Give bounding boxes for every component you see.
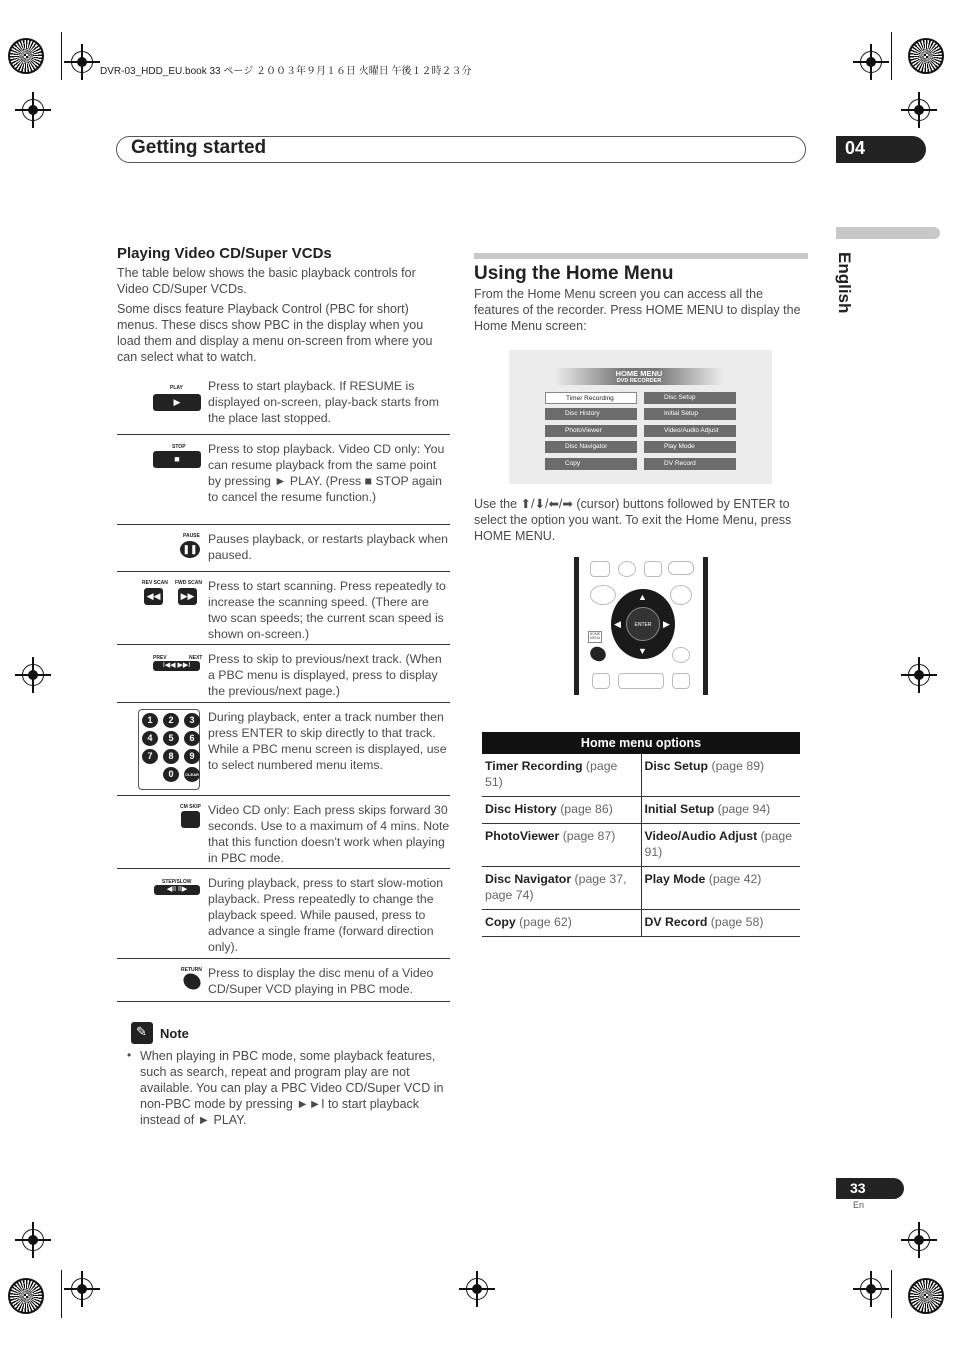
control-text: During playback, press to start slow-motion playback. Press repeatedly to change the playback speed. While paused, press to advance a single frame (forward direction only). <box>208 876 444 954</box>
home-menu-screen-title: HOME MENU <box>615 369 663 378</box>
home-menu-item: Disc Navigator <box>545 441 637 453</box>
crosshair-mark <box>71 51 93 73</box>
table-row <box>482 867 800 910</box>
home-menu-item: Disc Setup <box>644 392 736 404</box>
crosshair-mark <box>71 1278 93 1300</box>
arrow-right-icon: ▶ <box>663 619 670 629</box>
home-menu-item: Copy <box>545 458 637 470</box>
option-name: Play Mode <box>644 872 706 886</box>
section-rule <box>474 253 808 259</box>
crosshair-mark <box>22 99 44 121</box>
crosshair-mark <box>466 1278 488 1300</box>
home-menu-screen-subtitle: DVD RECORDER <box>616 378 662 384</box>
option-page: (page 87) <box>562 829 616 843</box>
home-menu-item: Timer Recording <box>545 392 637 404</box>
language-tab: English <box>835 252 854 314</box>
home-menu-title-bar <box>555 368 723 385</box>
chapter-badge: 04 <box>836 136 926 163</box>
pause-icon: ❚❚ <box>180 541 200 558</box>
table-header: Home menu options <box>482 732 800 754</box>
option-name: Video/Audio Adjust <box>644 829 758 843</box>
table-cell <box>482 824 641 867</box>
table-cell <box>641 910 800 937</box>
step-slow-icon: ◀II II▶ <box>154 885 200 895</box>
home-menu-item: Disc History <box>545 408 637 420</box>
option-name: PhotoViewer <box>485 829 560 843</box>
crosshair-mark <box>908 99 930 121</box>
control-text: Press to skip to previous/next track. (When a PBC menu is displayed, press to display the previous/next page.) <box>208 652 442 698</box>
enter-button: ENTER <box>626 607 660 641</box>
keypad-key: 4 <box>142 731 158 746</box>
option-name: DV Record <box>644 915 708 929</box>
table-cell <box>482 797 641 824</box>
control-row-stop: STOP ■ Press to stop playback. Video CD only: You can resume playback from the same point by pressing ► PLAY. (Press ■ STOP again to cancel the resume function.) <box>117 435 450 525</box>
control-text: Press to stop playback. Video CD only: You can resume playback from the same point by pressing ► PLAY. (Press ■ STOP again to cancel the resume function.) <box>208 442 445 504</box>
crop-mark <box>891 1270 892 1318</box>
crop-mark <box>61 32 62 80</box>
control-text: Press to start playback. If RESUME is displayed on-screen, play-back starts from the place last stopped. <box>208 379 440 425</box>
note-bullet: • <box>127 1048 132 1062</box>
remote-control-illustration <box>574 557 708 695</box>
home-menu-item: DV Record <box>644 458 736 470</box>
keypad-key: 8 <box>163 749 179 764</box>
control-text: Pauses playback, or restarts playback when paused. <box>208 532 448 562</box>
home-menu-options-table <box>482 732 800 937</box>
crop-mark <box>891 32 892 80</box>
keypad-key: 5 <box>163 731 179 746</box>
crosshair-mark <box>22 664 44 686</box>
home-menu-button: HOME MENU <box>588 631 602 643</box>
page-lang: En <box>853 1200 865 1210</box>
keypad-key: 6 <box>184 731 200 746</box>
return-icon <box>180 970 203 993</box>
crosshair-mark <box>908 1229 930 1251</box>
option-page: (page 62) <box>519 915 572 929</box>
table-cell <box>641 754 800 797</box>
table-row <box>482 754 800 797</box>
control-row-scan: REV SCAN FWD SCAN ◀◀ ▶▶ Press to start scanning. Press repeatedly to increase the scanning speed. (There are two scan speeds; the current scan speed is shown on-screen.) <box>117 572 450 645</box>
control-text: Press to display the disc menu of a Video CD/Super VCD playing in PBC mode. <box>208 966 434 996</box>
table-cell <box>482 867 641 910</box>
home-menu-item: Video/Audio Adjust <box>644 425 736 437</box>
note-label: Note <box>160 1026 189 1041</box>
play-icon: ▶ <box>153 394 201 411</box>
home-menu-intro: From the Home Menu screen you can access all the features of the recorder. Press HOME MENU to display the Home Menu screen: <box>474 287 801 333</box>
option-page: (page 37, page 74) <box>485 872 627 902</box>
option-name: Copy <box>485 915 516 929</box>
home-menu-item: Play Mode <box>644 441 736 453</box>
crosshair-mark <box>908 664 930 686</box>
control-text: During playback, enter a track number then press ENTER to skip directly to that track. While a PBC menu screen is displayed, use to select numbered menu items. <box>208 710 447 772</box>
keypad-key: 2 <box>163 713 179 728</box>
control-row-return: RETURN Press to display the disc menu of a Video CD/Super VCD playing in PBC mode. <box>117 959 450 1002</box>
intro-paragraph: The table below shows the basic playback controls for Video CD/Super VCDs. <box>117 266 416 296</box>
registration-star-mark <box>8 38 44 74</box>
control-row-play: PLAY ▶ Press to start playback. If RESUME is displayed on-screen, play-back starts from the place last stopped. <box>117 372 450 435</box>
option-name: Disc Setup <box>644 759 709 773</box>
table-cell <box>482 754 641 797</box>
page-title: Getting started <box>131 137 267 158</box>
option-name: Disc Navigator <box>485 872 572 886</box>
table-row <box>482 824 800 867</box>
table-cell <box>482 910 641 937</box>
arrow-up-icon: ▲ <box>638 592 647 602</box>
crosshair-mark <box>860 51 882 73</box>
crosshair-mark <box>22 1229 44 1251</box>
registration-star-mark <box>8 1278 44 1314</box>
option-name: Disc History <box>485 802 557 816</box>
section-title: Using the Home Menu <box>474 263 674 284</box>
keypad-key: 3 <box>184 713 200 728</box>
arrow-left-icon: ◀ <box>614 619 621 629</box>
keypad-key: 1 <box>142 713 158 728</box>
keypad-key: 7 <box>142 749 158 764</box>
cm-skip-icon <box>181 811 200 828</box>
control-row-pause: PAUSE ❚❚ Pauses playback, or restarts playback when paused. <box>117 525 450 572</box>
note-icon: ✎ <box>131 1022 153 1044</box>
option-page: (page 42) <box>708 872 762 886</box>
table-cell <box>641 824 800 867</box>
option-name: Timer Recording <box>485 759 583 773</box>
home-menu-item: Initial Setup <box>644 408 736 420</box>
cursor-instructions: Use the ⬆/⬇/⬅/➡ (cursor) buttons followed by ENTER to select the option you want. To exit the Home Menu, press HOME MENU. <box>474 497 792 543</box>
option-page: (page 86) <box>560 802 613 816</box>
table-cell <box>641 797 800 824</box>
option-page: (page 51) <box>485 759 618 789</box>
option-page: (page 91) <box>644 829 793 859</box>
crosshair-mark <box>860 1278 882 1300</box>
keypad-key: 0 <box>163 767 179 782</box>
fwd-scan-icon: ▶▶ <box>178 588 197 605</box>
option-page: (page 58) <box>710 915 764 929</box>
registration-star-mark <box>908 38 944 74</box>
control-row-step-slow: STEP/SLOW ◀II II▶ During playback, press to start slow-motion playback. Press repeatedly to change the playback speed. While paused, press to advance a single frame (forward direction only). <box>117 869 450 959</box>
option-page: (page 89) <box>711 759 765 773</box>
page-number: 33 <box>836 1178 904 1199</box>
table-row <box>482 910 800 937</box>
keypad-key: 9 <box>184 749 200 764</box>
keypad-key: CLEAR <box>184 767 200 782</box>
note-text: When playing in PBC mode, some playback features, such as search, repeat and program play are not available. You can play a PBC Video CD/Super VCD in non-PBC mode by pressing ►►I to start playback instead of ► PLAY. <box>140 1049 444 1127</box>
table-row <box>482 797 800 824</box>
control-text: Press to start scanning. Press repeatedly to increase the scanning speed. (There are two scan speeds; the current scan speed is shown on-screen.) <box>208 579 446 641</box>
registration-star-mark <box>908 1278 944 1314</box>
crop-mark <box>61 1270 62 1318</box>
number-keypad <box>138 709 200 790</box>
table-cell <box>641 867 800 910</box>
prev-next-icon: I◀◀ ▶▶I <box>153 661 200 671</box>
section-title: Playing Video CD/Super VCDs <box>117 245 332 262</box>
print-header: DVR-03_HDD_EU.book 33 ページ ２００３年９月１６日 火曜日 午後１２時２３分 <box>100 66 472 77</box>
home-menu-item: PhotoViewer <box>545 425 637 437</box>
stop-icon: ■ <box>153 451 201 468</box>
language-tab-bar <box>836 227 940 239</box>
control-row-numbers <box>117 703 450 796</box>
arrow-down-icon: ▼ <box>638 646 647 656</box>
control-text: Video CD only: Each press skips forward 30 seconds. Use to a maximum of 4 mins. Note that this function doesn't work when playing in PBC mode. <box>208 803 450 865</box>
option-page: (page 94) <box>717 802 771 816</box>
control-row-cm-skip: CM SKIP Video CD only: Each press skips forward 30 seconds. Use to a maximum of 4 mins. Note that this function doesn't work when playing in PBC mode. <box>117 796 450 869</box>
rev-scan-icon: ◀◀ <box>144 588 163 605</box>
option-name: Initial Setup <box>644 802 715 816</box>
pbc-paragraph: Some discs feature Playback Control (PBC for short) menus. These discs show PBC in the display when you load them and display a menu on-screen from where you can select what to watch. <box>117 302 433 364</box>
control-row-skip: PREV NEXT I◀◀ ▶▶I Press to skip to previous/next track. (When a PBC menu is displayed, press to display the previous/next page.) <box>117 645 450 703</box>
